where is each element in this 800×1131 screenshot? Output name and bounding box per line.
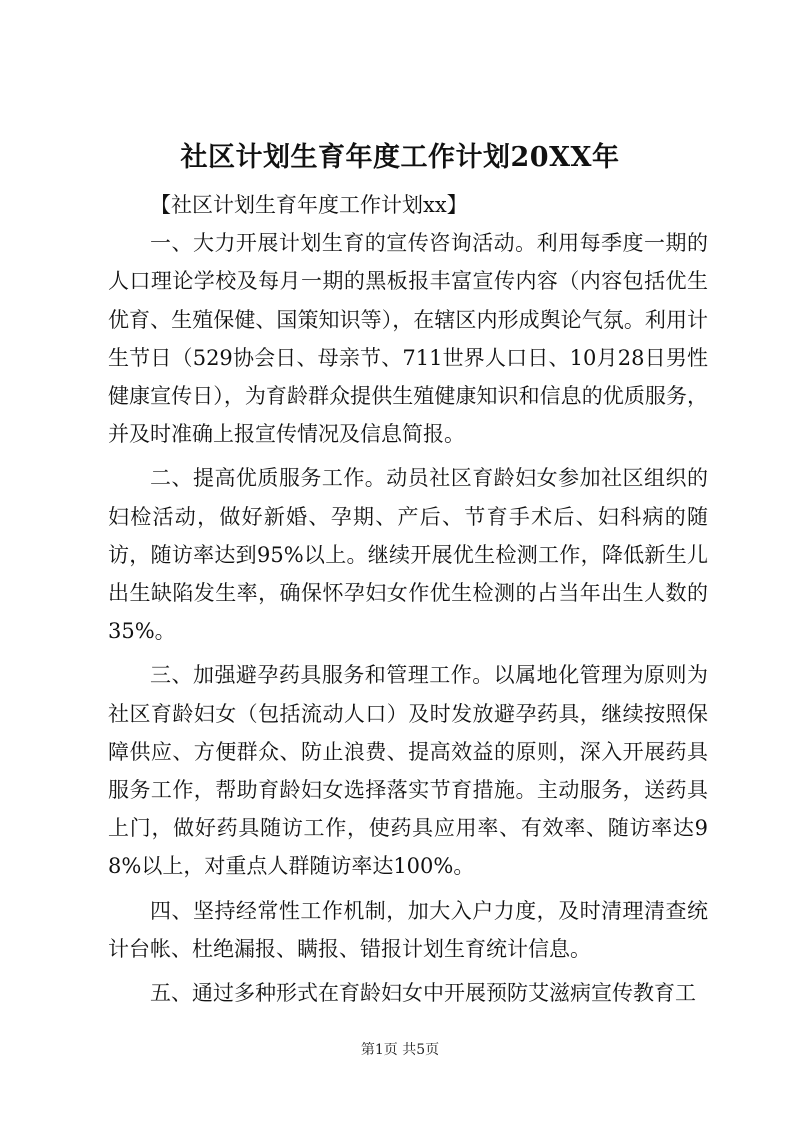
subtitle: 【社区计划生育年度工作计划xx】 <box>150 193 468 217</box>
paragraph-3: 三、加强避孕药具服务和管理工作。以属地化管理为原则为社区育龄妇女（包括流动人口）及时发放避孕药具，继续按照保障供应、方便群众、防止浪费、提高效益的原则，深入开展药具服务工作，帮助育龄妇女选择落实节育措施。主动服务，送药具上门，做好药具随访工作，使药具应用率、有效率、随访率达98%以上，对重点人群随访率达100%。 <box>108 663 708 879</box>
paragraph-1: 一、大力开展计划生育的宣传咨询活动。利用每季度一期的人口理论学校及每月一期的黑板报丰富宣传内容（内容包括优生优育、生殖保健、国策知识等），在辖区内形成舆论气氛。利用计生节日（529协会日、母亲节、711世界人口日、10月28日男性健康宣传日），为育龄群众提供生殖健康知识和信息的优质服务，并及时准确上报宣传情况及信息简报。 <box>108 231 708 447</box>
paragraph-2: 二、提高优质服务工作。动员社区育龄妇女参加社区组织的妇检活动，做好新婚、孕期、产后、节育手术后、妇科病的随访，随访率达到95%以上。继续开展优生检测工作，降低新生儿出生缺陷发生率，确保怀孕妇女作优生检测的占当年出生人数的35%。 <box>108 466 708 644</box>
page-title: 社区计划生育年度工作计划20XX年 <box>180 142 620 173</box>
document-body <box>108 186 708 1012</box>
page-footer: 第1页 共5页 <box>360 1042 440 1058</box>
paragraph-4: 四、坚持经常性工作机制，加大入户力度，及时清理清查统计台帐、杜绝漏报、瞒报、错报计划生育统计信息。 <box>108 898 708 961</box>
paragraph-5: 五、通过多种形式在育龄妇女中开展预防艾滋病宣传教育工 <box>150 981 696 1006</box>
